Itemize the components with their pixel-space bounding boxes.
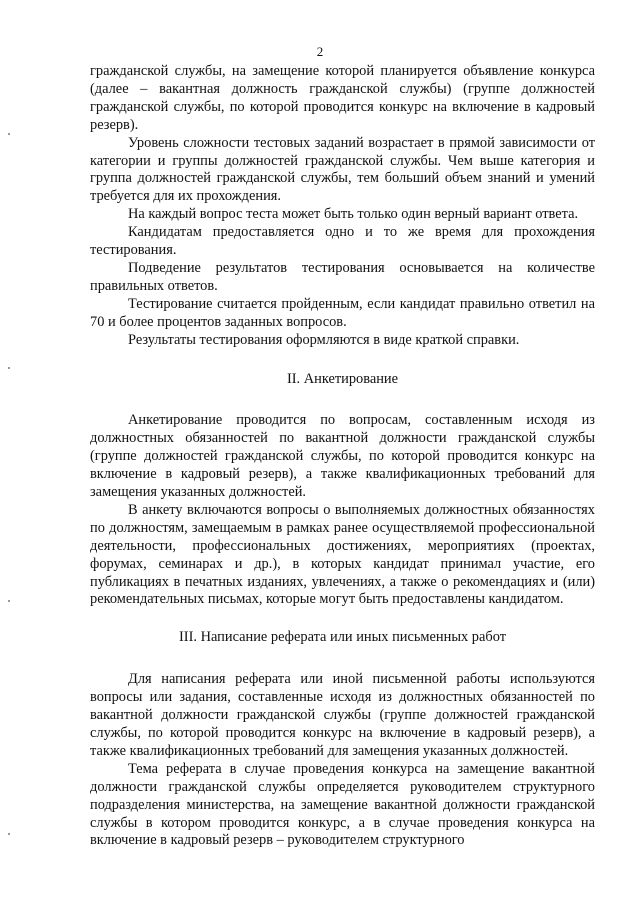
scan-mark [8,600,10,602]
paragraph: Подведение результатов тестирования основывается на количестве правильных ответов. [90,259,595,294]
page-number: 2 [316,44,324,59]
paragraph: Кандидатам предоставляется одно и то же время для прохождения тестирования. [90,224,595,259]
scan-mark [8,367,10,369]
paragraph: В анкету включаются вопросы о выполняемых должностных обязанностях по должностям, замещаемым в рамках ранее осуществляемой профессиональной деятельности, профессиональных достижениях, мероприятиях (проектах, форумах, семинарах и др.), в которых кандидат принимал участие, его публикациях в печатных изданиях, увлечениях, а также о рекомендациях и (или) рекомендательных письмах, которые могут быть предоставлены кандидатом. [90,501,595,608]
paragraph: гражданской службы, на замещение которой планируется объявление конкурса (далее – вакантная должность гражданской службы) (группе должностей гражданской службы, по которой проводится конкурс на включение в кадровый резерв). [90,63,595,133]
section-heading: II. Анкетирование [286,370,399,387]
paragraph: Анкетирование проводится по вопросам, составленным исходя из должностных обязанностей по вакантной должности гражданской службы (группе должностей гражданской службы, по которой проводится конкурс на включение в кадровый резерв), а также квалификационных требований для замещения указанных должностей. [90,412,595,501]
scan-mark [8,833,10,835]
paragraph: Результаты тестирования оформляются в виде краткой справки. [128,331,520,348]
document-body [90,63,595,850]
scan-mark [8,133,10,135]
section-heading: III. Написание реферата или иных письменных работ [179,629,506,646]
paragraph: Тема реферата в случае проведения конкурса на замещение вакантной должности гражданской службы определяется руководителем структурного подразделения министерства, на замещение вакантной должности гражданской службы в котором проводится конкурс, а в случае проведения конкурса на включение в кадровый резерв – руководителем структурного [90,760,595,849]
paragraph: Для написания реферата или иной письменной работы используются вопросы или задания, составленные исходя из должностных обязанностей по вакантной должности гражданской службы (группе должностей гражданской службы, по которой проводится конкурс на включение в кадровый резерв), а также квалификационных требований для замещения указанных должностей. [90,671,595,759]
paragraph: На каждый вопрос теста может быть только один верный вариант ответа. [128,206,579,223]
paragraph: Тестирование считается пройденным, если кандидат правильно ответил на 70 и более процентов заданных вопросов. [90,295,595,330]
paragraph: Уровень сложности тестовых заданий возрастает в прямой зависимости от категории и группы должностей гражданской службы. Чем выше категория и группа должностей гражданской службы, тем больший объем знаний и умений требуется для их прохождения. [90,134,595,205]
